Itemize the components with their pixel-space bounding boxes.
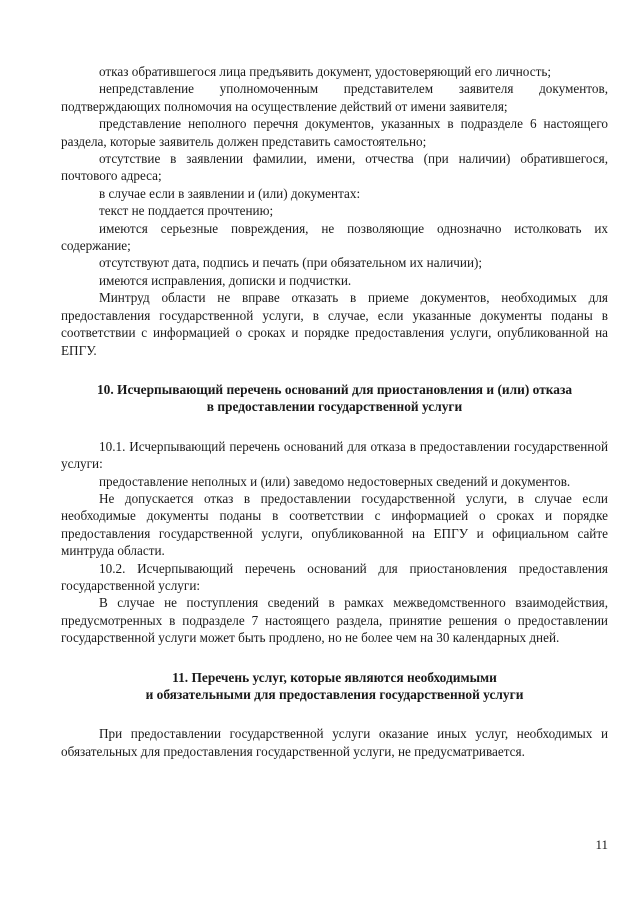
- section-10-heading-line2: в предоставлении государственной услуги: [206, 399, 463, 415]
- paragraph: представление неполного перечня документов, указанных в подразделе 6 настоящего раздела, которые заявитель должен представить самостоятельно;: [61, 116, 608, 149]
- paragraph: непредставление уполномоченным представителем заявителя документов, подтверждающих полномочия на осуществление действий от имени заявителя;: [61, 81, 608, 114]
- paragraph: отсутствие в заявлении фамилии, имени, отчества (при наличии) обратившегося, почтового адреса;: [61, 151, 608, 184]
- paragraph: 10.1. Исчерпывающий перечень оснований для отказа в предоставлении государственной услуги:: [61, 438, 608, 472]
- paragraph: отказ обратившегося лица предъявить документ, удостоверяющий его личность;: [99, 64, 552, 79]
- page-content: [61, 63, 608, 760]
- paragraph: Минтруд области не вправе отказать в приеме документов, необходимых для предоставления государственной услуги, в случае, если указанные документы поданы в соответствии с информацией о сроках и порядке предоставления услуги, опубликованной на ЕПГУ.: [61, 290, 608, 358]
- section-10-heading-line1: 10. Исчерпывающий перечень оснований для приостановления и (или) отказа: [96, 381, 573, 397]
- paragraph: в случае если в заявлении и (или) документах:: [99, 185, 361, 201]
- paragraph: Не допускается отказ в предоставлении государственной услуги, в случае если необходимые документы поданы в соответствии с информацией о сроках и порядке предоставления государственной услуги, опубликованной на ЕПГУ и официальном сайте минтруда области.: [61, 490, 608, 559]
- paragraph: отсутствуют дата, подпись и печать (при обязательном их наличии);: [99, 255, 483, 271]
- section-11-heading: [61, 669, 608, 704]
- paragraph: имеются исправления, дописки и подчистки.: [99, 272, 352, 288]
- paragraph: текст не поддается прочтению;: [99, 203, 274, 219]
- paragraph: 10.2. Исчерпывающий перечень оснований для приостановления предоставления государственной услуги:: [61, 560, 608, 593]
- paragraph: В случае не поступления сведений в рамках межведомственного взаимодействия, предусмотренных в подразделе 7 настоящего раздела, принятие решения о предоставлении государственной услуги может быть продлено, но не более чем на 30 календарных дней.: [61, 595, 608, 646]
- paragraph: При предоставлении государственной услуги оказание иных услуг, необходимых и обязательных для предоставления государственной услуги, не предусматривается.: [61, 726, 608, 759]
- paragraph: предоставление неполных и (или) заведомо недостоверных сведений и документов.: [99, 473, 571, 489]
- paragraph: имеются серьезные повреждения, не позволяющие однозначно истолковать их содержание;: [61, 220, 608, 254]
- section-11-heading-line2: и обязательными для предоставления государственной услуги: [145, 687, 524, 702]
- page-number: 11: [595, 837, 608, 852]
- section-11-heading-line1: 11. Перечень услуг, которые являются необходимыми: [172, 669, 497, 685]
- section-10-heading: [61, 381, 608, 416]
